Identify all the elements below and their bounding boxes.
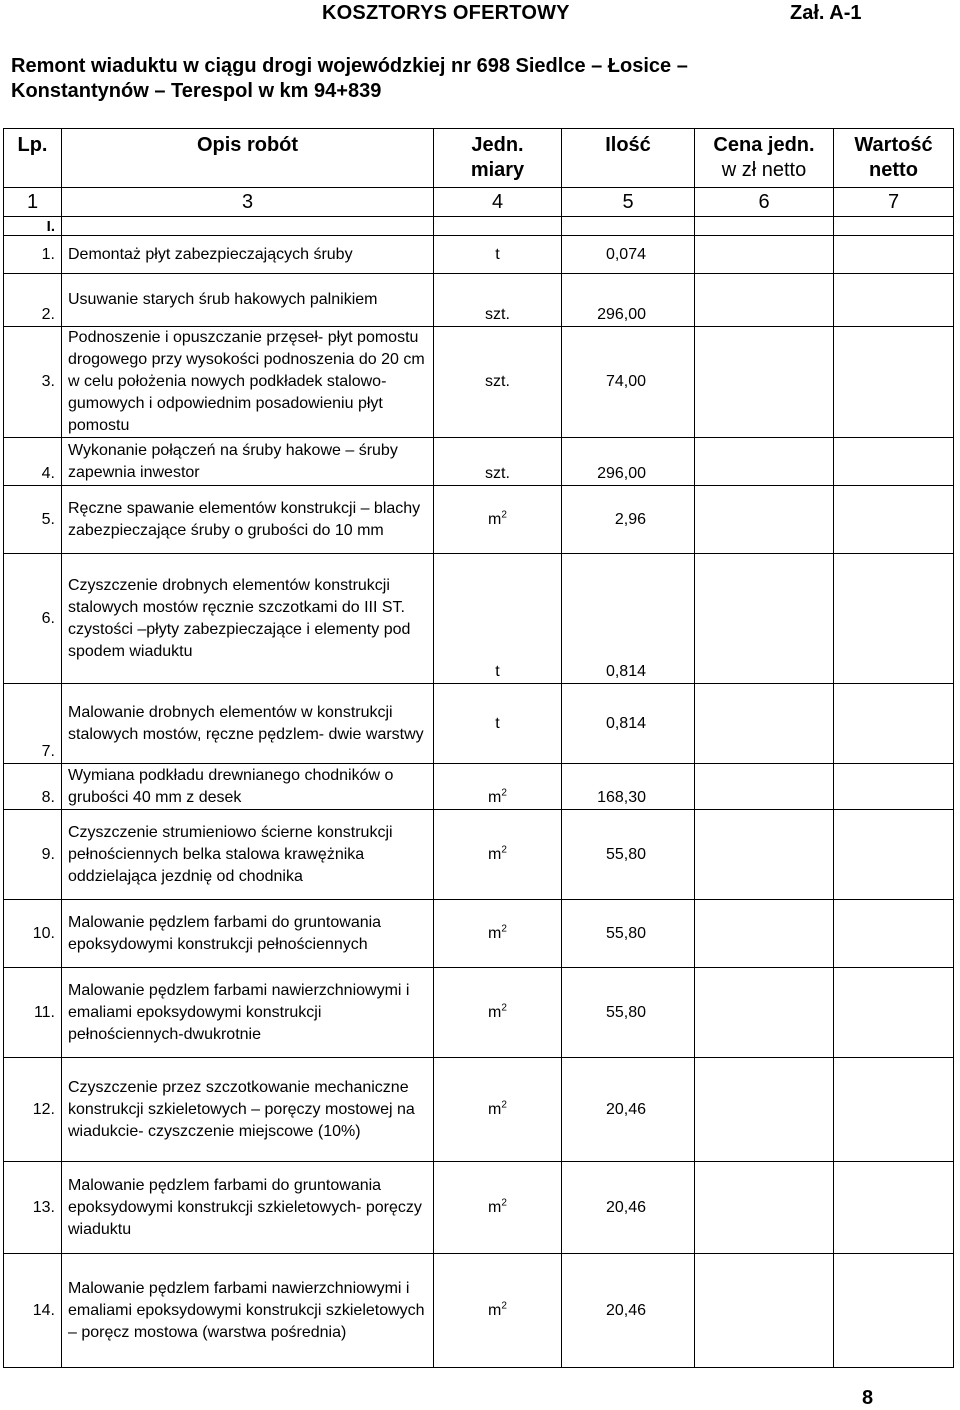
row-quantity: 296,00: [562, 438, 695, 486]
row-unit-price: [695, 968, 834, 1058]
row-description: Demontaż płyt zabezpieczających śruby: [62, 236, 434, 274]
table-row: [4, 1058, 954, 1162]
row-unit-price: [695, 486, 834, 554]
row-unit: szt.: [434, 438, 562, 486]
row-number: 6.: [4, 554, 62, 684]
table-row: [4, 968, 954, 1058]
row-number: 10.: [4, 900, 62, 968]
table-row: [4, 438, 954, 486]
attachment-label: Zał. A-1: [790, 2, 862, 24]
column-number: 3: [62, 188, 434, 217]
row-quantity: 74,00: [562, 327, 695, 438]
row-quantity: 20,46: [562, 1162, 695, 1254]
row-description: Malowanie pędzlem farbami nawierzchniowymi i emaliami epoksydowymi konstrukcji szkieletowych – poręcz mostowa (warstwa pośrednia): [62, 1254, 434, 1368]
row-value: [834, 764, 954, 810]
row-number: 8.: [4, 764, 62, 810]
row-description: Wymiana podkładu drewnianego chodników o grubości 40 mm z desek: [62, 764, 434, 810]
row-description: Podnoszenie i opuszczanie przęseł- płyt pomostu drogowego przy wysokości podnoszenia do 20 cm w celu położenia nowych podkładek stalowo-gumowych i odpowiednim posadowieniu płyt pomostu: [62, 327, 434, 438]
column-number: 4: [434, 188, 562, 217]
table-row: [4, 236, 954, 274]
row-quantity: 2,96: [562, 486, 695, 554]
row-unit: $m^2$: [434, 764, 562, 810]
row-unit: t: [434, 554, 562, 684]
row-value: [834, 810, 954, 900]
row-unit-price: [695, 684, 834, 764]
row-value: [834, 1058, 954, 1162]
row-number: 1.: [4, 236, 62, 274]
row-description: Czyszczenie przez szczotkowanie mechaniczne konstrukcji szkieletowych – poręczy mostowej na wiadukcie- czyszczenie miejscowe (10%): [62, 1058, 434, 1162]
table-row: [4, 810, 954, 900]
column-number: 1: [4, 188, 62, 217]
table-row: [4, 900, 954, 968]
cost-estimate-table: [3, 128, 954, 1368]
row-value: [834, 327, 954, 438]
column-number: 5: [562, 188, 695, 217]
row-description: Malowanie pędzlem farbami do gruntowania epoksydowymi konstrukcji szkieletowych- poręczy wiaduktu: [62, 1162, 434, 1254]
row-value: [834, 684, 954, 764]
row-value: [834, 554, 954, 684]
table-row: [4, 684, 954, 764]
header-description: Opis robót: [62, 129, 434, 188]
header-unit: Jedn. miary: [434, 129, 562, 188]
row-unit: $m^2$: [434, 900, 562, 968]
subject-line-1: Remont wiaduktu w ciągu drogi wojewódzkiej nr 698 Siedlce – Łosice –: [11, 55, 688, 77]
row-unit: t: [434, 684, 562, 764]
row-unit-price: [695, 236, 834, 274]
subject-line-2: Konstantynów – Terespol w km 94+839: [11, 80, 382, 102]
row-unit: szt.: [434, 327, 562, 438]
row-unit: szt.: [434, 274, 562, 327]
table-row: [4, 1162, 954, 1254]
row-unit-price: [695, 1162, 834, 1254]
row-number: 13.: [4, 1162, 62, 1254]
row-unit: $m^2$: [434, 1254, 562, 1368]
row-number: 11.: [4, 968, 62, 1058]
row-unit: t: [434, 236, 562, 274]
row-unit-price: [695, 438, 834, 486]
row-value: [834, 1162, 954, 1254]
header-quantity: Ilość: [562, 129, 695, 188]
table-row: [4, 486, 954, 554]
section-label: I.: [4, 217, 62, 236]
row-unit: $m^2$: [434, 1058, 562, 1162]
section-row: [4, 217, 954, 236]
row-unit: $m^2$: [434, 810, 562, 900]
row-value: [834, 236, 954, 274]
column-numbers-row: [4, 188, 954, 217]
row-unit-price: [695, 900, 834, 968]
row-unit-price: [695, 1254, 834, 1368]
row-description: Czyszczenie drobnych elementów konstrukcji stalowych mostów ręcznie szczotkami do III ST. czystości –płyty zabezpieczające i elementy pod spodem wiaduktu: [62, 554, 434, 684]
row-quantity: 55,80: [562, 968, 695, 1058]
row-value: [834, 900, 954, 968]
row-quantity: 0,074: [562, 236, 695, 274]
row-description: Ręczne spawanie elementów konstrukcji – blachy zabezpieczające śruby o grubości do 10 mm: [62, 486, 434, 554]
row-number: 2.: [4, 274, 62, 327]
document-title: KOSZTORYS OFERTOWY: [322, 2, 570, 24]
row-description: Usuwanie starych śrub hakowych palnikiem: [62, 274, 434, 327]
row-number: 9.: [4, 810, 62, 900]
row-quantity: 0,814: [562, 554, 695, 684]
row-quantity: 55,80: [562, 810, 695, 900]
row-description: Malowanie drobnych elementów w konstrukcji stalowych mostów, ręczne pędzlem- dwie warstwy: [62, 684, 434, 764]
table-row: [4, 554, 954, 684]
row-value: [834, 438, 954, 486]
row-description: Wykonanie połączeń na śruby hakowe – śruby zapewnia inwestor: [62, 438, 434, 486]
row-quantity: 20,46: [562, 1254, 695, 1368]
table-row: [4, 274, 954, 327]
row-description: Malowanie pędzlem farbami do gruntowania epoksydowymi konstrukcji pełnościennych: [62, 900, 434, 968]
row-unit: $m^2$: [434, 1162, 562, 1254]
page-number: 8: [862, 1387, 874, 1409]
table-row: [4, 764, 954, 810]
row-number: 3.: [4, 327, 62, 438]
row-value: [834, 968, 954, 1058]
header-value: Wartość netto: [834, 129, 954, 188]
row-number: 5.: [4, 486, 62, 554]
row-number: 12.: [4, 1058, 62, 1162]
row-quantity: 55,80: [562, 900, 695, 968]
row-description: Malowanie pędzlem farbami nawierzchniowymi i emaliami epoksydowymi konstrukcji pełnościennych-dwukrotnie: [62, 968, 434, 1058]
table-header-row: [4, 129, 954, 188]
row-description: Czyszczenie strumieniowo ścierne konstrukcji pełnościennych belka stalowa krawężnika oddzielająca jezdnię od chodnika: [62, 810, 434, 900]
row-quantity: 0,814: [562, 684, 695, 764]
row-unit-price: [695, 764, 834, 810]
table-row: [4, 327, 954, 438]
row-value: [834, 274, 954, 327]
header-unit-price: Cena jedn. w zł netto: [695, 129, 834, 188]
row-quantity: 20,46: [562, 1058, 695, 1162]
row-unit-price: [695, 1058, 834, 1162]
row-unit: $m^2$: [434, 486, 562, 554]
row-unit-price: [695, 554, 834, 684]
row-quantity: 168,30: [562, 764, 695, 810]
column-number: 7: [834, 188, 954, 217]
row-unit-price: [695, 274, 834, 327]
row-number: 14.: [4, 1254, 62, 1368]
header-lp: Lp.: [4, 129, 62, 188]
row-number: 7.: [4, 684, 62, 764]
row-value: [834, 486, 954, 554]
project-subject: [11, 54, 688, 104]
table-row: [4, 1254, 954, 1368]
row-number: 4.: [4, 438, 62, 486]
row-quantity: 296,00: [562, 274, 695, 327]
row-unit-price: [695, 810, 834, 900]
column-number: 6: [695, 188, 834, 217]
row-unit: $m^2$: [434, 968, 562, 1058]
row-value: [834, 1254, 954, 1368]
row-unit-price: [695, 327, 834, 438]
